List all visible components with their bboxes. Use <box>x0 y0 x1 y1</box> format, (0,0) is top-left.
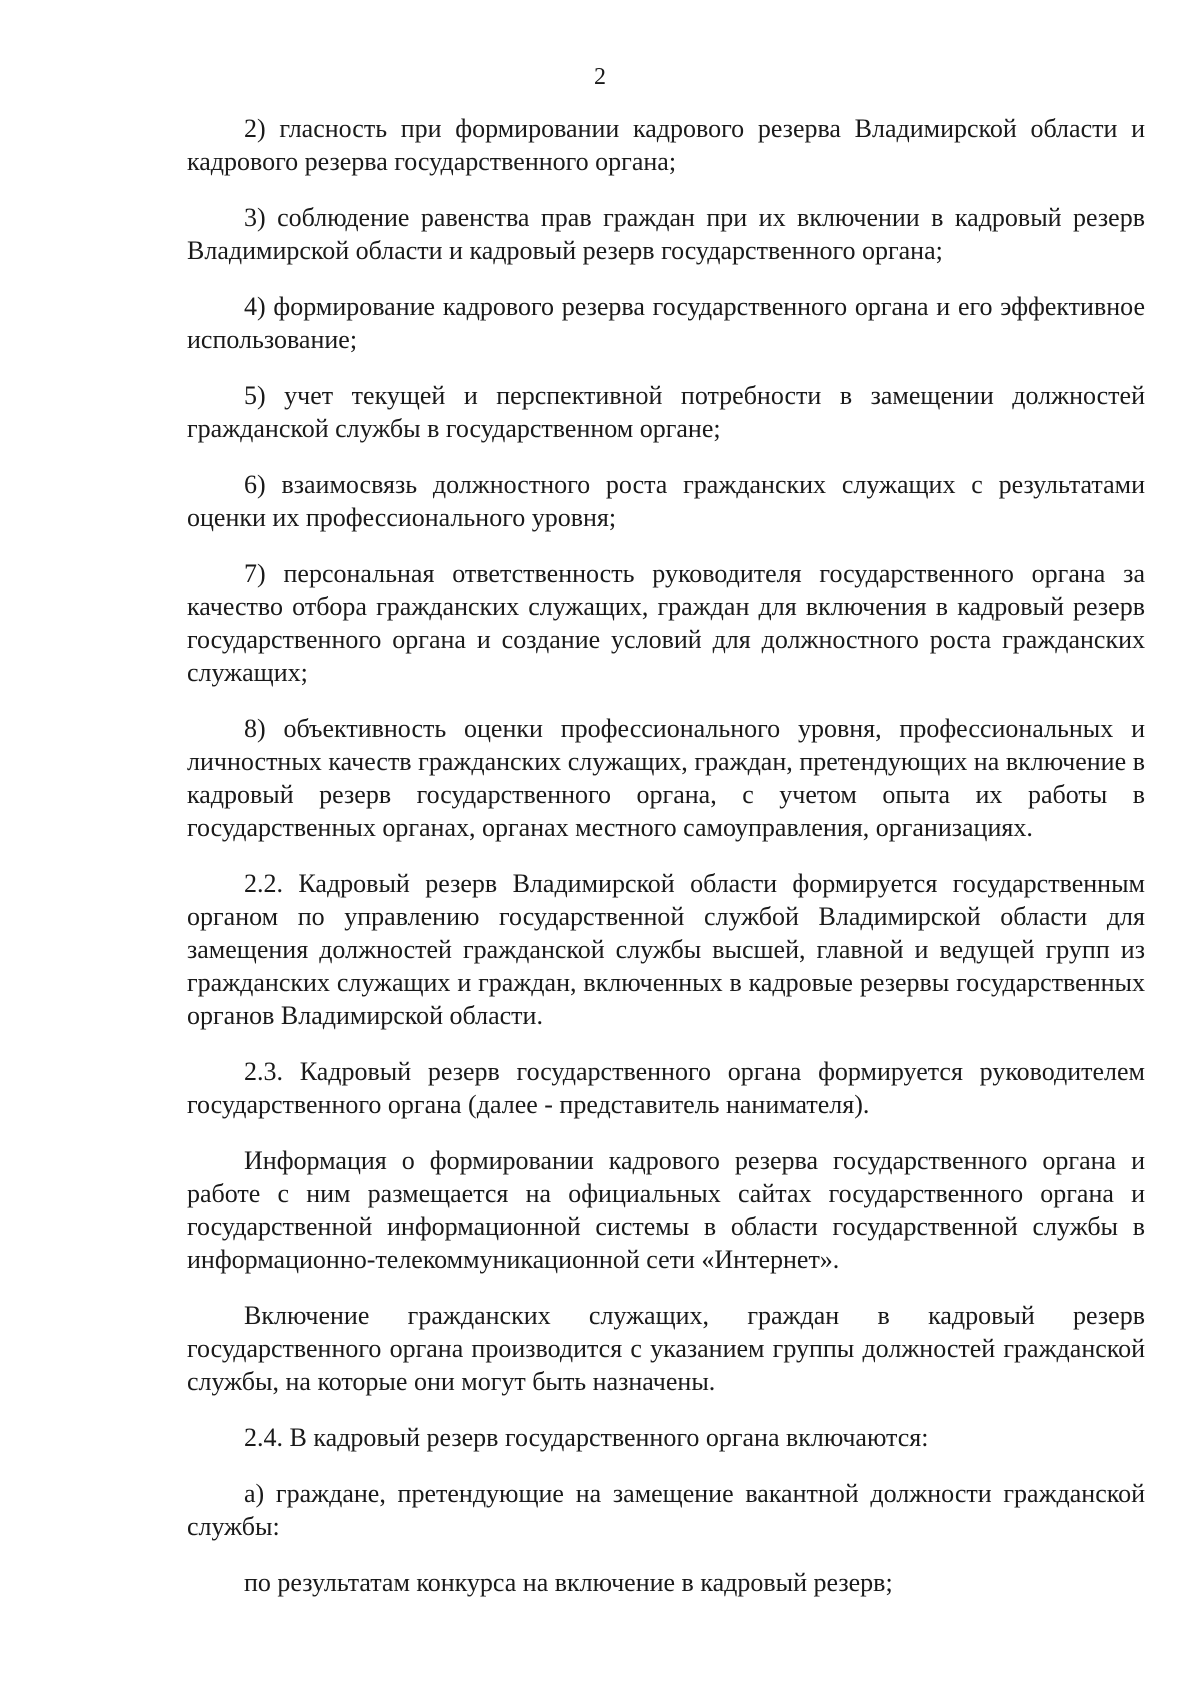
paragraph-section-2-3: 2.3. Кадровый резерв государственного органа формируется руководителем государственного органа (далее - представитель нанимателя). <box>187 1057 1145 1119</box>
paragraph-principle-8: 8) объективность оценки профессионального уровня, профессиональных и личностных качеств гражданских служащих, граждан, претендующих на включение в кадровый резерв государственного органа, с учетом опыта их работы в государственных органах, органах местного самоуправления, организациях. <box>187 714 1145 842</box>
paragraph-principle-5: 5) учет текущей и перспективной потребности в замещении должностей гражданской службы в государственном органе; <box>187 381 1145 443</box>
paragraph-inclusion: Включение гражданских служащих, граждан в кадровый резерв государственного органа производится с указанием группы должностей гражданской службы, на которые они могут быть назначены. <box>187 1301 1145 1396</box>
paragraph-principle-2: 2) гласность при формировании кадрового резерва Владимирской области и кадрового резерва государственного органа; <box>187 114 1145 176</box>
paragraph-principle-4: 4) формирование кадрового резерва государственного органа и его эффективное использование; <box>187 292 1145 354</box>
paragraph-contest-results: по результатам конкурса на включение в кадровый резерв; <box>244 1568 893 1597</box>
paragraph-section-2-4: 2.4. В кадровый резерв государственного органа включаются: <box>244 1423 929 1452</box>
paragraph-principle-6: 6) взаимосвязь должностного роста гражданских служащих с результатами оценки их профессионального уровня; <box>187 470 1145 532</box>
paragraph-section-2-2: 2.2. Кадровый резерв Владимирской области формируется государственным органом по управлению государственной службой Владимирской области для замещения должностей гражданской службы высшей, главной и ведущей групп из гражданских служащих и граждан, включенных в кадровые резервы государственных органов Владимирской области. <box>187 869 1145 1030</box>
document-body <box>187 112 1145 1599</box>
paragraph-item-a: а) граждане, претендующие на замещение вакантной должности гражданской службы: <box>187 1479 1145 1541</box>
paragraph-principle-3: 3) соблюдение равенства прав граждан при их включении в кадровый резерв Владимирской области и кадровый резерв государственного органа; <box>187 203 1145 265</box>
paragraph-information: Информация о формировании кадрового резерва государственного органа и работе с ним размещается на официальных сайтах государственного органа и государственной информационной системы в области государственной службы в информационно-телекоммуникационной сети «Интернет». <box>187 1146 1145 1274</box>
paragraph-principle-7: 7) персональная ответственность руководителя государственного органа за качество отбора гражданских служащих, граждан для включения в кадровый резерв государственного органа и создание условий для должностного роста гражданских служащих; <box>187 559 1145 687</box>
page-number: 2 <box>594 64 606 90</box>
